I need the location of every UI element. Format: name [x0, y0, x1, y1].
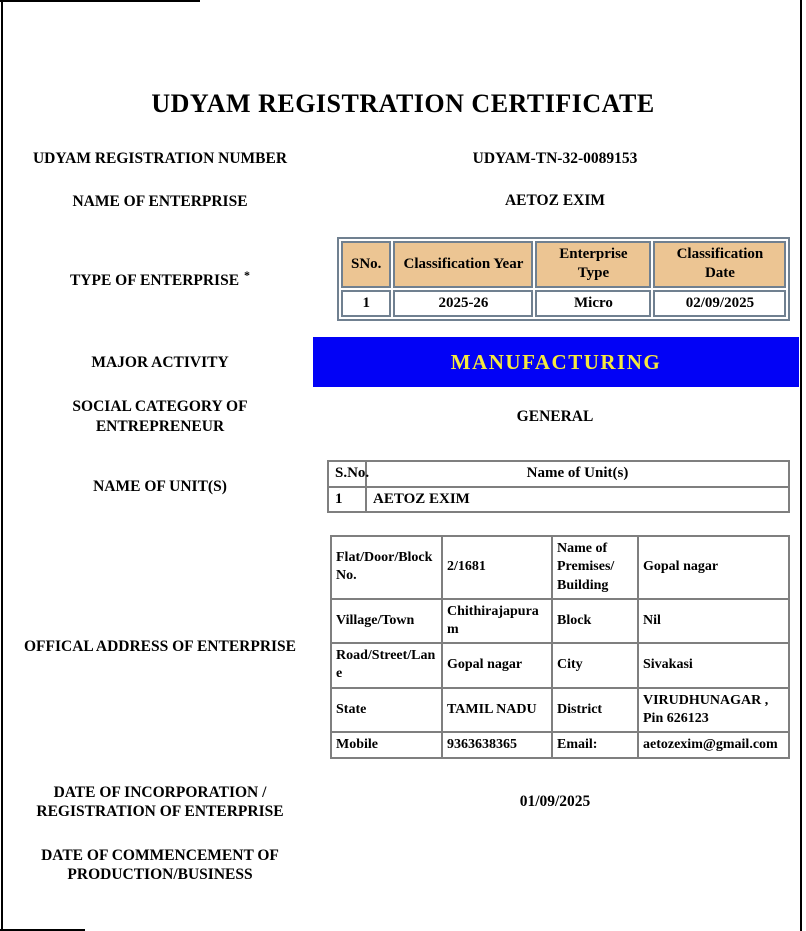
- units-cell-sno: 1: [328, 487, 366, 513]
- address-table-wrap: [320, 535, 806, 759]
- classification-cell-sno: 1: [341, 290, 391, 318]
- date-of-incorporation-label: [0, 783, 320, 822]
- registration-number-value: UDYAM-TN-32-0089153: [472, 149, 638, 167]
- address-value-cell: Gopal nagar: [442, 643, 552, 687]
- field-enterprise-name: [0, 192, 806, 211]
- units-data-row: [328, 487, 789, 513]
- social-category-label-line2: ENTREPRENEUR: [95, 417, 225, 435]
- address-label-cell: Name of Premises/ Building: [552, 536, 638, 599]
- address-value-cell: Nil: [638, 599, 789, 643]
- enterprise-name-label: NAME OF ENTERPRISE: [72, 192, 248, 210]
- major-activity-banner: MANUFACTURING: [313, 337, 799, 387]
- field-name-of-units: [0, 460, 806, 513]
- classification-header-type: Enterprise Type: [535, 241, 651, 288]
- registration-number-label: UDYAM REGISTRATION NUMBER: [32, 150, 288, 168]
- classification-cell-year: 2025-26: [393, 290, 533, 318]
- address-value-cell: aetozexim@gmail.com: [638, 732, 789, 758]
- enterprise-name-value: AETOZ EXIM: [504, 192, 606, 210]
- classification-header-row: [341, 241, 786, 288]
- units-table-wrap: [320, 460, 806, 513]
- address-label-cell: Block: [552, 599, 638, 643]
- address-value-cell: VIRUDHUNAGAR , Pin 626123: [638, 688, 789, 732]
- address-row-village: [331, 599, 789, 643]
- address-value-cell: Sivakasi: [638, 643, 789, 687]
- classification-cell-type: Micro: [535, 290, 651, 318]
- field-type-of-enterprise: [0, 237, 806, 322]
- units-table: [327, 460, 790, 513]
- address-label-cell: Flat/Door/Block No.: [331, 536, 442, 599]
- date-of-commencement-label-line1: DATE OF COMMENCEMENT OF: [41, 846, 279, 864]
- classification-table: [337, 237, 790, 322]
- classification-table-wrap: [320, 237, 806, 322]
- address-label-cell: Email:: [552, 732, 638, 758]
- name-of-units-label: NAME OF UNIT(S): [93, 478, 227, 495]
- address-label-cell: Village/Town: [331, 599, 442, 643]
- address-label-cell: Road/Street/Lane: [331, 643, 442, 687]
- page-border-right: [800, 0, 802, 931]
- address-row-contact: [331, 732, 789, 758]
- address-row-road: [331, 643, 789, 687]
- major-activity-label: MAJOR ACTIVITY: [91, 353, 229, 371]
- address-value-cell: 9363638365: [442, 732, 552, 758]
- address-table: [330, 535, 790, 759]
- page-border-top: [0, 0, 200, 2]
- classification-header-date: Classification Date: [653, 241, 786, 288]
- address-label-cell: City: [552, 643, 638, 687]
- field-registration-number: [0, 149, 806, 168]
- field-official-address: [0, 535, 806, 759]
- major-activity-banner-wrap: [320, 337, 806, 387]
- address-label-cell: Mobile: [331, 732, 442, 758]
- address-row-state: [331, 688, 789, 732]
- address-value-cell: Chithirajapuram: [442, 599, 552, 643]
- date-of-incorporation-label-line1: DATE OF INCORPORATION /: [53, 784, 267, 802]
- date-of-incorporation-value: 01/09/2025: [519, 793, 591, 811]
- date-of-commencement-label: [0, 846, 320, 885]
- field-date-of-incorporation: [0, 783, 806, 822]
- address-value-cell: Gopal nagar: [638, 536, 789, 599]
- units-header-sno: S.No.: [328, 461, 366, 487]
- social-category-value: GENERAL: [516, 407, 594, 425]
- social-category-label-line1: SOCIAL CATEGORY OF: [72, 398, 248, 416]
- field-social-category: [0, 397, 806, 436]
- type-of-enterprise-label: [0, 268, 320, 291]
- address-value-cell: TAMIL NADU: [442, 688, 552, 732]
- field-date-of-commencement: [0, 846, 806, 885]
- type-of-enterprise-label-text: TYPE OF ENTERPRISE: [69, 272, 240, 290]
- asterisk-mark: *: [244, 267, 251, 282]
- date-of-commencement-label-line2: PRODUCTION/BUSINESS: [67, 866, 253, 884]
- classification-header-sno: SNo.: [341, 241, 391, 288]
- address-label-cell: State: [331, 688, 442, 732]
- units-header-row: [328, 461, 789, 487]
- official-address-label: OFFICAL ADDRESS OF ENTERPRISE: [23, 638, 297, 656]
- date-of-incorporation-label-line2: REGISTRATION OF ENTERPRISE: [36, 803, 284, 821]
- classification-cell-date: 02/09/2025: [653, 290, 786, 318]
- classification-data-row: [341, 290, 786, 318]
- certificate-title: UDYAM REGISTRATION CERTIFICATE: [151, 89, 655, 118]
- address-label-cell: District: [552, 688, 638, 732]
- page-border-left: [1, 0, 3, 931]
- field-major-activity: [0, 337, 806, 387]
- units-cell-name: AETOZ EXIM: [366, 487, 789, 513]
- address-value-cell: 2/1681: [442, 536, 552, 599]
- classification-header-year: Classification Year: [393, 241, 533, 288]
- address-row-flat: [331, 536, 789, 599]
- units-header-name: Name of Unit(s): [366, 461, 789, 487]
- social-category-label: [0, 397, 320, 436]
